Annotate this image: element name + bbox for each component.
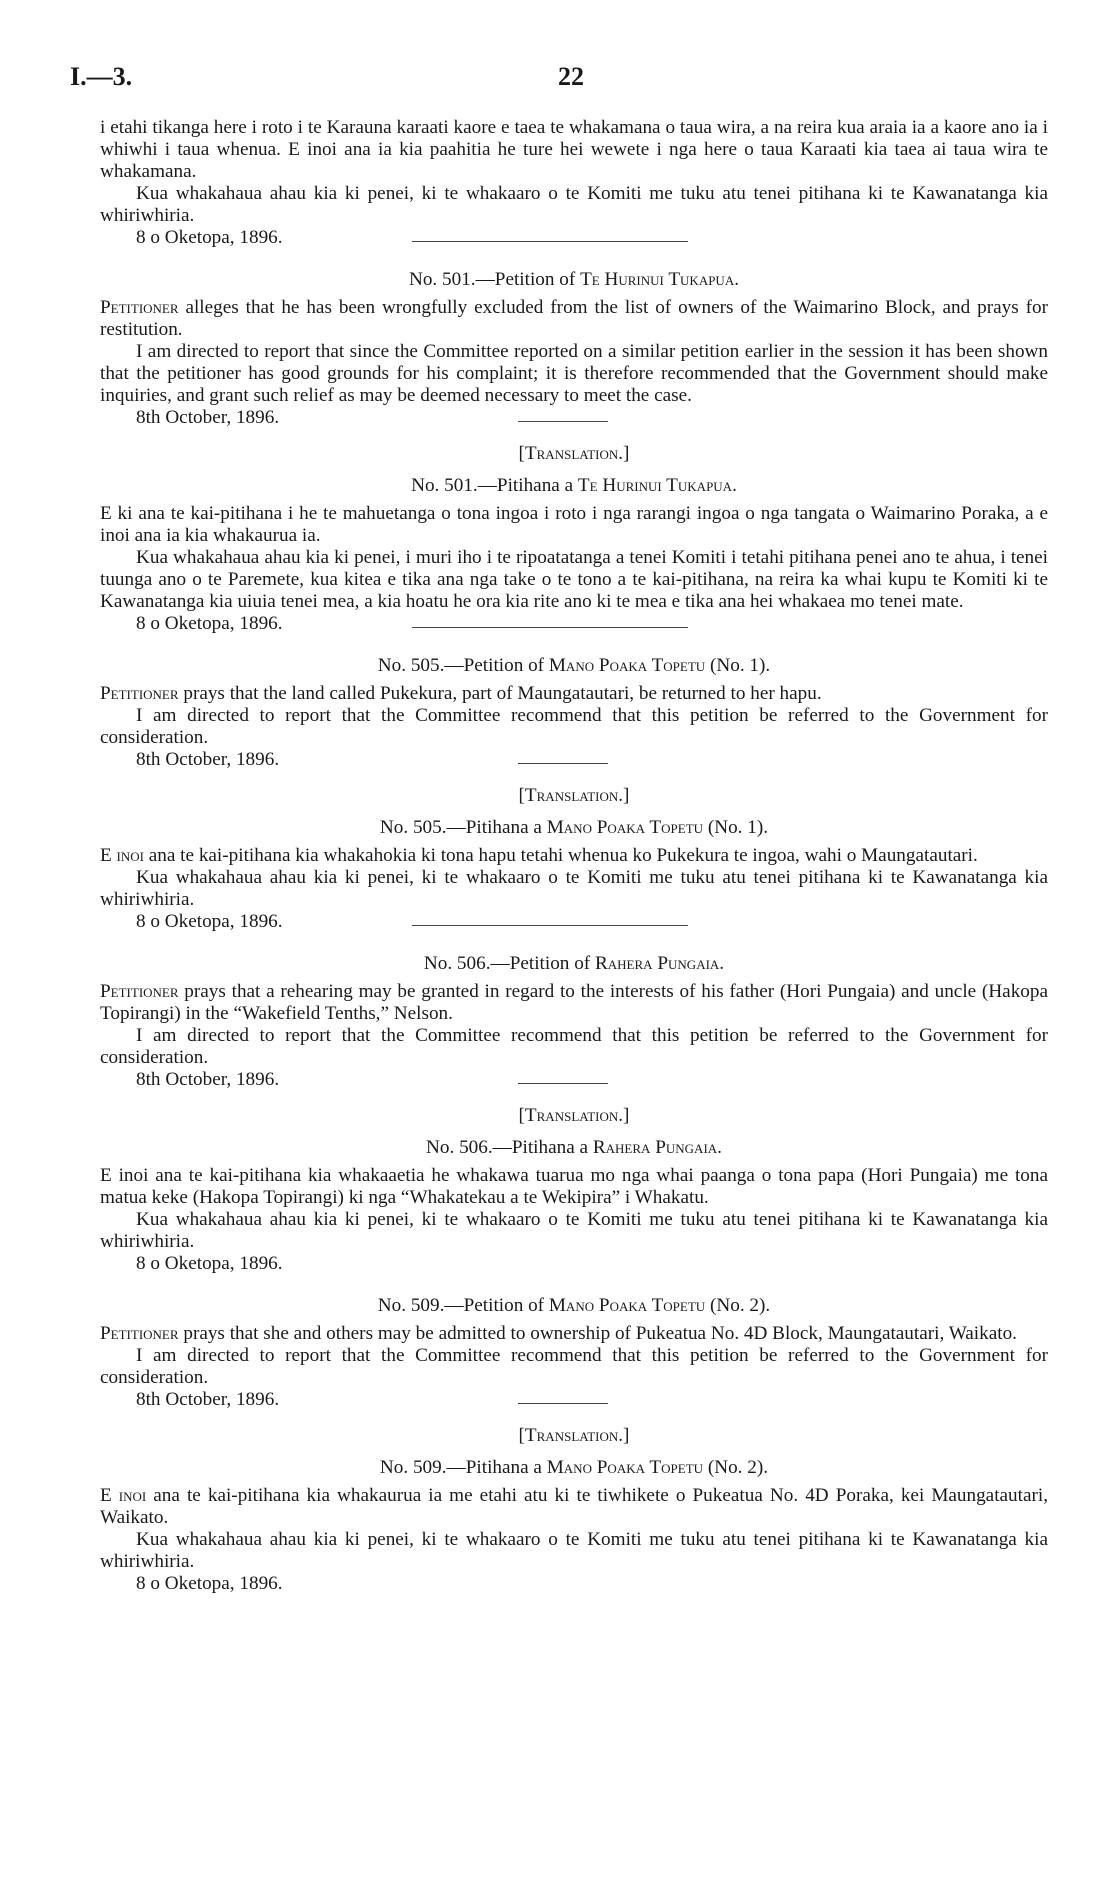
heading-prefix: No. 509.—Pitihana a [379,1457,547,1478]
translation-label: [Translation.] [518,1105,630,1126]
heading-prefix: No. 506.—Pitihana a [426,1137,593,1158]
heading-prefix: No. 501.—Petition of [408,269,581,290]
date-line [100,1253,1048,1275]
petitioner-name: Mano Poaka Topetu [548,655,706,676]
translation-summary [100,1485,1048,1529]
heading-prefix: No. 506.—Petition of [423,953,595,974]
petition-section-509 [100,1295,1048,1595]
heading-prefix: No. 501.—Pitihana a [411,475,578,496]
translation-heading [100,817,1048,839]
report-paragraph: I am directed to report that the Committee recommend that this petition be referred to the Government for consideration. [100,1025,1048,1068]
petition-summary [100,297,1048,341]
date-line [100,1573,1048,1595]
report-date: 8 o Oketopa, 1896. [136,227,283,248]
petition-heading [100,953,1048,975]
petition-section-506 [100,953,1048,1275]
petition-summary [100,683,1048,705]
date-line [100,911,1048,933]
petition-section-501 [100,269,1048,635]
summary-text: alleges that he has been wrongfully excluded from the list of owners of the Waimarino Block, and prays for restitution. [100,297,1048,340]
heading-suffix: (No. 2). [703,1457,769,1478]
translation-heading [100,1457,1048,1479]
date-line [100,613,1048,635]
continued-paragraph: i etahi tikanga here i roto i te Karauna karaati kaore e taea te whakamana o taua wira, a na reira kua araia ia a kaore ano ia i whiwhi i taua whenua. E inoi ana ia kia paahitia he ture hei wewete i nga here o taua Karaati kia taea ai taua wira te whakamana. [100,117,1048,182]
report-paragraph: Kua whakahaua ahau kia ki penei, ki te whakaaro o te Komiti me tuku atu tenei pitihana ki te Kawanatanga kia whiriwhiria. [100,183,1048,226]
heading-suffix: (No. 1). [705,655,771,676]
report-paragraph: I am directed to report that since the Committee reported on a similar petition earlier in the session it has been shown that the petitioner has good grounds for his complaint; it is therefore recommended that the Government should make inquiries, and grant such relief as may be deemed necessary to meet the case. [100,341,1048,406]
translation-report: Kua whakahaua ahau kia ki penei, ki te whakaaro o te Komiti me tuku atu tenei pitihana ki te Kawanatanga kia whiriwhiria. [100,867,1048,910]
translation-heading [100,1137,1048,1159]
heading-prefix: No. 505.—Petition of [377,655,549,676]
lead-word: E inoi [100,845,144,866]
summary-text: prays that a rehearing may be granted in regard to the interests of his father (Hori Pungaia) and uncle (Hakopa Topirangi) in the “Wakefield Tenths,” Nelson. [100,981,1048,1024]
translation-summary: E inoi ana te kai-pitihana kia whakaaetia he whakawa tuarua mo nga whai paanga o tona papa (Hori Pungaia) me tona matua keke (Hakopa Topirangi) ki nga “Whakatekau a te Wekipira” i Whakatu. [100,1165,1048,1208]
date-line [100,1389,1048,1411]
translation-label: [Translation.] [518,1425,630,1446]
report-date: 8th October, 1896. [136,749,280,770]
petitioner-name: Mano Poaka Topetu [548,1295,706,1316]
translation-summary: E ki ana te kai-pitihana i he te mahuetanga o tona ingoa i roto i nga rarangi ingoa o nga tangata o Waimarino Poraka, a e inoi ana ia kia whakaurua ia. [100,503,1048,546]
page-number: 22 [558,62,584,91]
date-line [100,749,1048,771]
translation-date: 8 o Oketopa, 1896. [136,613,283,634]
petition-heading [100,1295,1048,1317]
heading-suffix: . [717,1137,722,1158]
document-body [100,117,1048,1595]
report-paragraph: I am directed to report that the Committee recommend that this petition be referred to the Government for consideration. [100,1345,1048,1388]
translation-report: Kua whakahaua ahau kia ki penei, i muri iho i te ripoatatanga a tenei Komiti i tetahi pitihana penei ano te ahua, i tenei tuunga ano o te Paremete, kua kitea e tika ana nga take o te tono a te kai-pitihana, na reira ka whai kupu te Komiti ki te Kawanatanga kia uiuia tenei mea, a kia hoatu he ora kia rite ano ki te mea e tika ana hei whakaea mo tenei mate. [100,547,1048,612]
section-divider [412,925,688,926]
summary-text: prays that the land called Pukekura, part of Maungatautari, be returned to her hapu. [178,683,822,704]
heading-prefix: No. 505.—Pitihana a [379,817,547,838]
heading-suffix: . [734,269,740,290]
translation-divider [518,763,608,764]
summary-text: prays that she and others may be admitted to ownership of Pukeatua No. 4D Block, Maungatautari, Waikato. [178,1323,1017,1344]
heading-suffix: (No. 1). [703,817,769,838]
lead-word: Petitioner [100,1323,179,1344]
report-date: 8th October, 1896. [136,1069,280,1090]
translation-divider [518,421,608,422]
translation-report: Kua whakahaua ahau kia ki penei, ki te whakaaro o te Komiti me tuku atu tenei pitihana ki te Kawanatanga kia whiriwhiria. [100,1529,1048,1572]
petition-summary [100,981,1048,1025]
date-line [100,1069,1048,1091]
petitioner-name: Rahera Pungaia [594,953,720,974]
lead-word: Petitioner [100,683,179,704]
report-paragraph: I am directed to report that the Committee recommend that this petition be referred to the Government for consideration. [100,705,1048,748]
heading-suffix: . [732,475,737,496]
summary-text: ana te kai-pitihana kia whakahokia ki tona hapu tetahi whenua ko Pukekura te ingoa, wahi o Maungatautari. [143,845,978,866]
translation-date: 8 o Oketopa, 1896. [136,911,283,932]
page-header [70,62,1050,98]
section-divider [412,241,688,242]
heading-suffix: (No. 2). [705,1295,771,1316]
report-date: 8th October, 1896. [136,1389,280,1410]
translation-report: Kua whakahaua ahau kia ki penei, ki te whakaaro o te Komiti me tuku atu tenei pitihana ki te Kawanatanga kia whiriwhiria. [100,1209,1048,1252]
petitioner-name: Mano Poaka Topetu [546,817,704,838]
lead-word: Petitioner [100,297,179,318]
petition-heading [100,269,1048,291]
petitioner-name: Te Hurinui Tukapua [580,269,735,290]
petitioner-name: Mano Poaka Topetu [546,1457,704,1478]
translation-label: [Translation.] [518,785,630,806]
heading-prefix: No. 509.—Petition of [377,1295,549,1316]
petition-summary [100,1323,1048,1345]
heading-suffix: . [719,953,725,974]
translation-summary [100,845,1048,867]
lead-word: E inoi [100,1485,147,1506]
translation-heading [100,475,1048,497]
translation-date: 8 o Oketopa, 1896. [136,1253,283,1274]
section-divider [412,627,688,628]
date-line [100,407,1048,429]
parliamentary-paper-ref: I.—3. [70,62,133,91]
translation-date: 8 o Oketopa, 1896. [136,1573,283,1594]
report-date: 8th October, 1896. [136,407,280,428]
lead-word: Petitioner [100,981,179,1002]
translation-divider [518,1083,608,1084]
petitioner-name: Rahera Pungaia [592,1137,718,1158]
translation-divider [518,1403,608,1404]
summary-text: ana te kai-pitihana kia whakaurua ia me etahi atu ki te tiwhikete o Pukeatua No. 4D Poraka, kei Maungatautari, Waikato. [100,1485,1049,1528]
petitioner-name: Te Hurinui Tukapua [577,475,733,496]
date-line [100,227,1048,249]
petition-heading [100,655,1048,677]
translation-label: [Translation.] [518,443,630,464]
petition-section-505 [100,655,1048,933]
